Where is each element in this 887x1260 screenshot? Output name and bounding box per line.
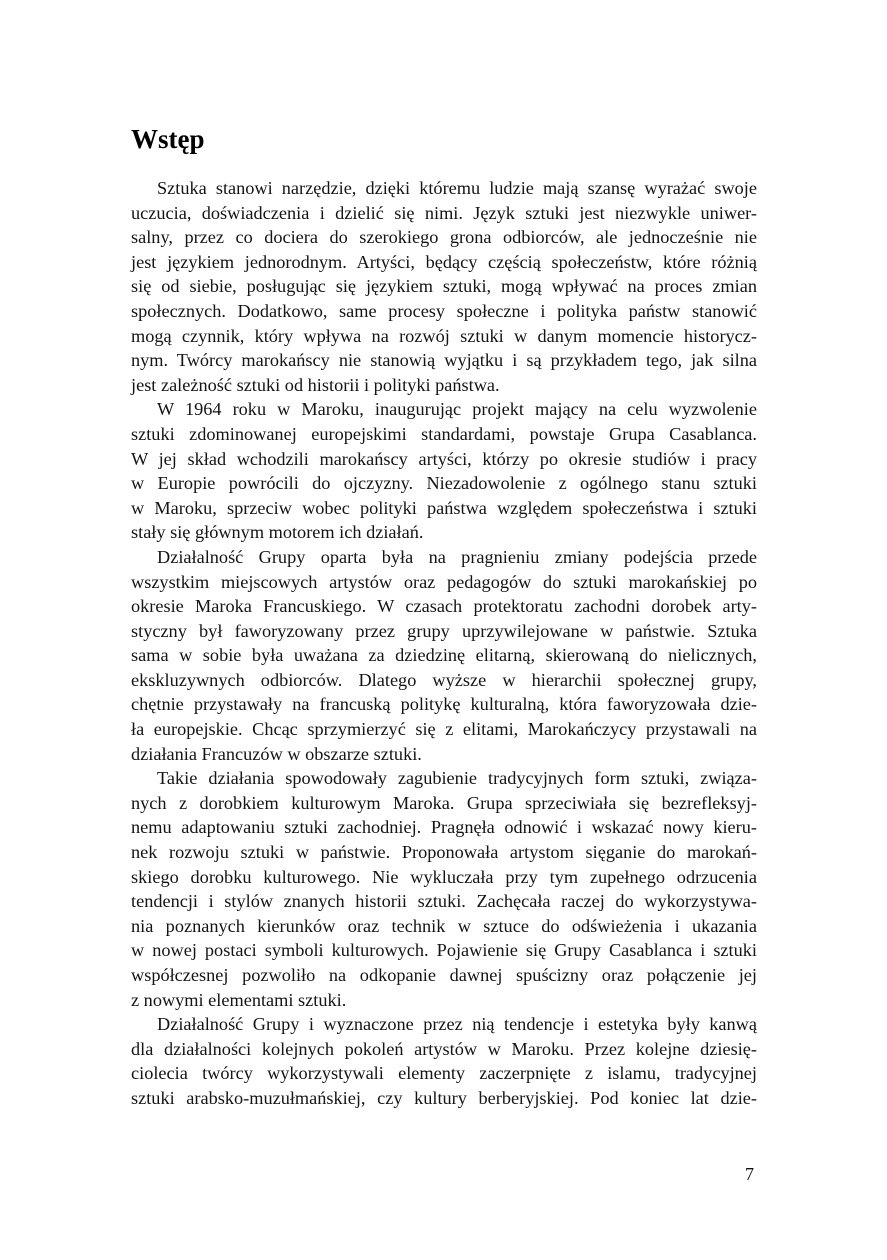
text-line: nek rozwoju sztuki w państwie. Proponowała artystom sięganie do marokań- (131, 842, 757, 863)
text-line: działania Francuzów w obszarze sztuki. (131, 743, 422, 764)
text-line: nych z dorobkiem kulturowym Maroka. Grupa sprzeciwiała się bezrefleksyj- (131, 792, 757, 813)
paragraph-3 (131, 545, 757, 766)
paragraph-4 (131, 766, 757, 1012)
text-line: się od siebie, posługując się językiem sztuki, mogą wpływać na proces zmian (131, 276, 757, 297)
text-line: dla działalności kolejnych pokoleń artystów w Maroku. Przez kolejne dziesię- (131, 1038, 757, 1059)
text-line: nia poznanych kierunków oraz technik w sztuce do odświeżenia i ukazania (131, 915, 757, 936)
text-line: sztuki zdominowanej europejskimi standardami, powstaje Grupa Casablanca. (131, 423, 757, 444)
text-line: okresie Maroka Francuskiego. W czasach protektoratu zachodni dorobek arty- (131, 596, 757, 617)
text-line: W jej skład wchodzili marokańscy artyści, którzy po okresie studiów i pracy (131, 448, 757, 469)
text-line: ła europejskie. Chcąc sprzymierzyć się z elitami, Marokańczycy przystawali na (131, 719, 757, 740)
paragraph-1 (131, 176, 757, 397)
text-line: jest zależność sztuki od historii i polityki państwa. (131, 374, 500, 395)
text-line: jest językiem jednorodnym. Artyści, będący częścią społeczeństw, które różnią (131, 251, 757, 272)
text-line: wszystkim miejscowych artystów oraz pedagogów do sztuki marokańskiej po (131, 571, 757, 592)
text-line: ciolecia twórcy wykorzystywali elementy zaczerpnięte z islamu, tradycyjnej (131, 1063, 757, 1084)
text-line: Sztuka stanowi narzędzie, dzięki któremu ludzie mają szansę wyrażać swoje (157, 178, 757, 198)
chapter-heading: Wstęp (131, 124, 205, 154)
paragraph-2 (131, 397, 757, 545)
text-line: tendencji i stylów znanych historii sztuki. Zachęcała raczej do wykorzystywa- (131, 891, 757, 912)
text-line: ekskluzywnych odbiorców. Dlatego wyższe w hierarchii społecznej grupy, (131, 669, 757, 690)
text-line: z nowymi elementami sztuki. (131, 989, 347, 1010)
body-text (131, 176, 757, 1111)
text-line: W 1964 roku w Maroku, inaugurując projekt mający na celu wyzwolenie (157, 399, 757, 420)
text-line: nemu adaptowaniu sztuki zachodniej. Pragnęła odnowić i wskazać nowy kieru- (131, 817, 757, 838)
text-line: nym. Twórcy marokańscy nie stanowią wyjątku i są przykładem tego, jak silna (131, 350, 757, 371)
text-line: sama w sobie była uważana za dziedzinę elitarną, skierowaną do nielicznych, (131, 645, 757, 666)
text-line: stały się głównym motorem ich działań. (131, 522, 424, 543)
text-line: współczesnej pozwoliło na odkopanie dawnej spuścizny oraz połączenie jej (131, 965, 757, 985)
text-line: społecznych. Dodatkowo, same procesy społeczne i polityka państw stanowić (131, 300, 757, 321)
page-number: 7 (745, 1164, 754, 1184)
text-line: skiego dorobku kulturowego. Nie wykluczała przy tym zupełnego odrzucenia (131, 866, 757, 887)
text-line: Takie działania spowodowały zagubienie tradycyjnych form sztuki, związa- (157, 768, 757, 789)
text-line: sztuki arabsko-muzułmańskiej, czy kultury berberyjskiej. Pod koniec lat dzie- (131, 1087, 757, 1108)
paragraph-5 (131, 1012, 757, 1110)
text-line: salny, przez co dociera do szerokiego grona odbiorców, ale jednocześnie nie (131, 227, 757, 248)
text-line: uczucia, doświadczenia i dzielić się nimi. Język sztuki jest niezwykle uniwer- (131, 202, 757, 223)
text-line: w Europie powrócili do ojczyzny. Niezadowolenie z ogólnego stanu sztuki (131, 473, 757, 494)
text-line: chętnie przystawały na francuską politykę kulturalną, która faworyzowała dzie- (131, 694, 757, 715)
text-line: Działalność Grupy oparta była na pragnieniu zmiany podejścia przede (157, 546, 757, 567)
text-line: w Maroku, sprzeciw wobec polityki państwa względem społeczeństwa i sztuki (131, 497, 757, 518)
text-line: styczny był faworyzowany przez grupy uprzywilejowane w państwie. Sztuka (131, 620, 757, 641)
text-line: w nowej postaci symboli kulturowych. Pojawienie się Grupy Casablanca i sztuki (131, 940, 757, 961)
text-line: Działalność Grupy i wyznaczone przez nią tendencje i estetyka były kanwą (157, 1014, 757, 1035)
text-line: mogą czynnik, który wpływa na rozwój sztuki w danym momencie historycz- (131, 325, 757, 346)
